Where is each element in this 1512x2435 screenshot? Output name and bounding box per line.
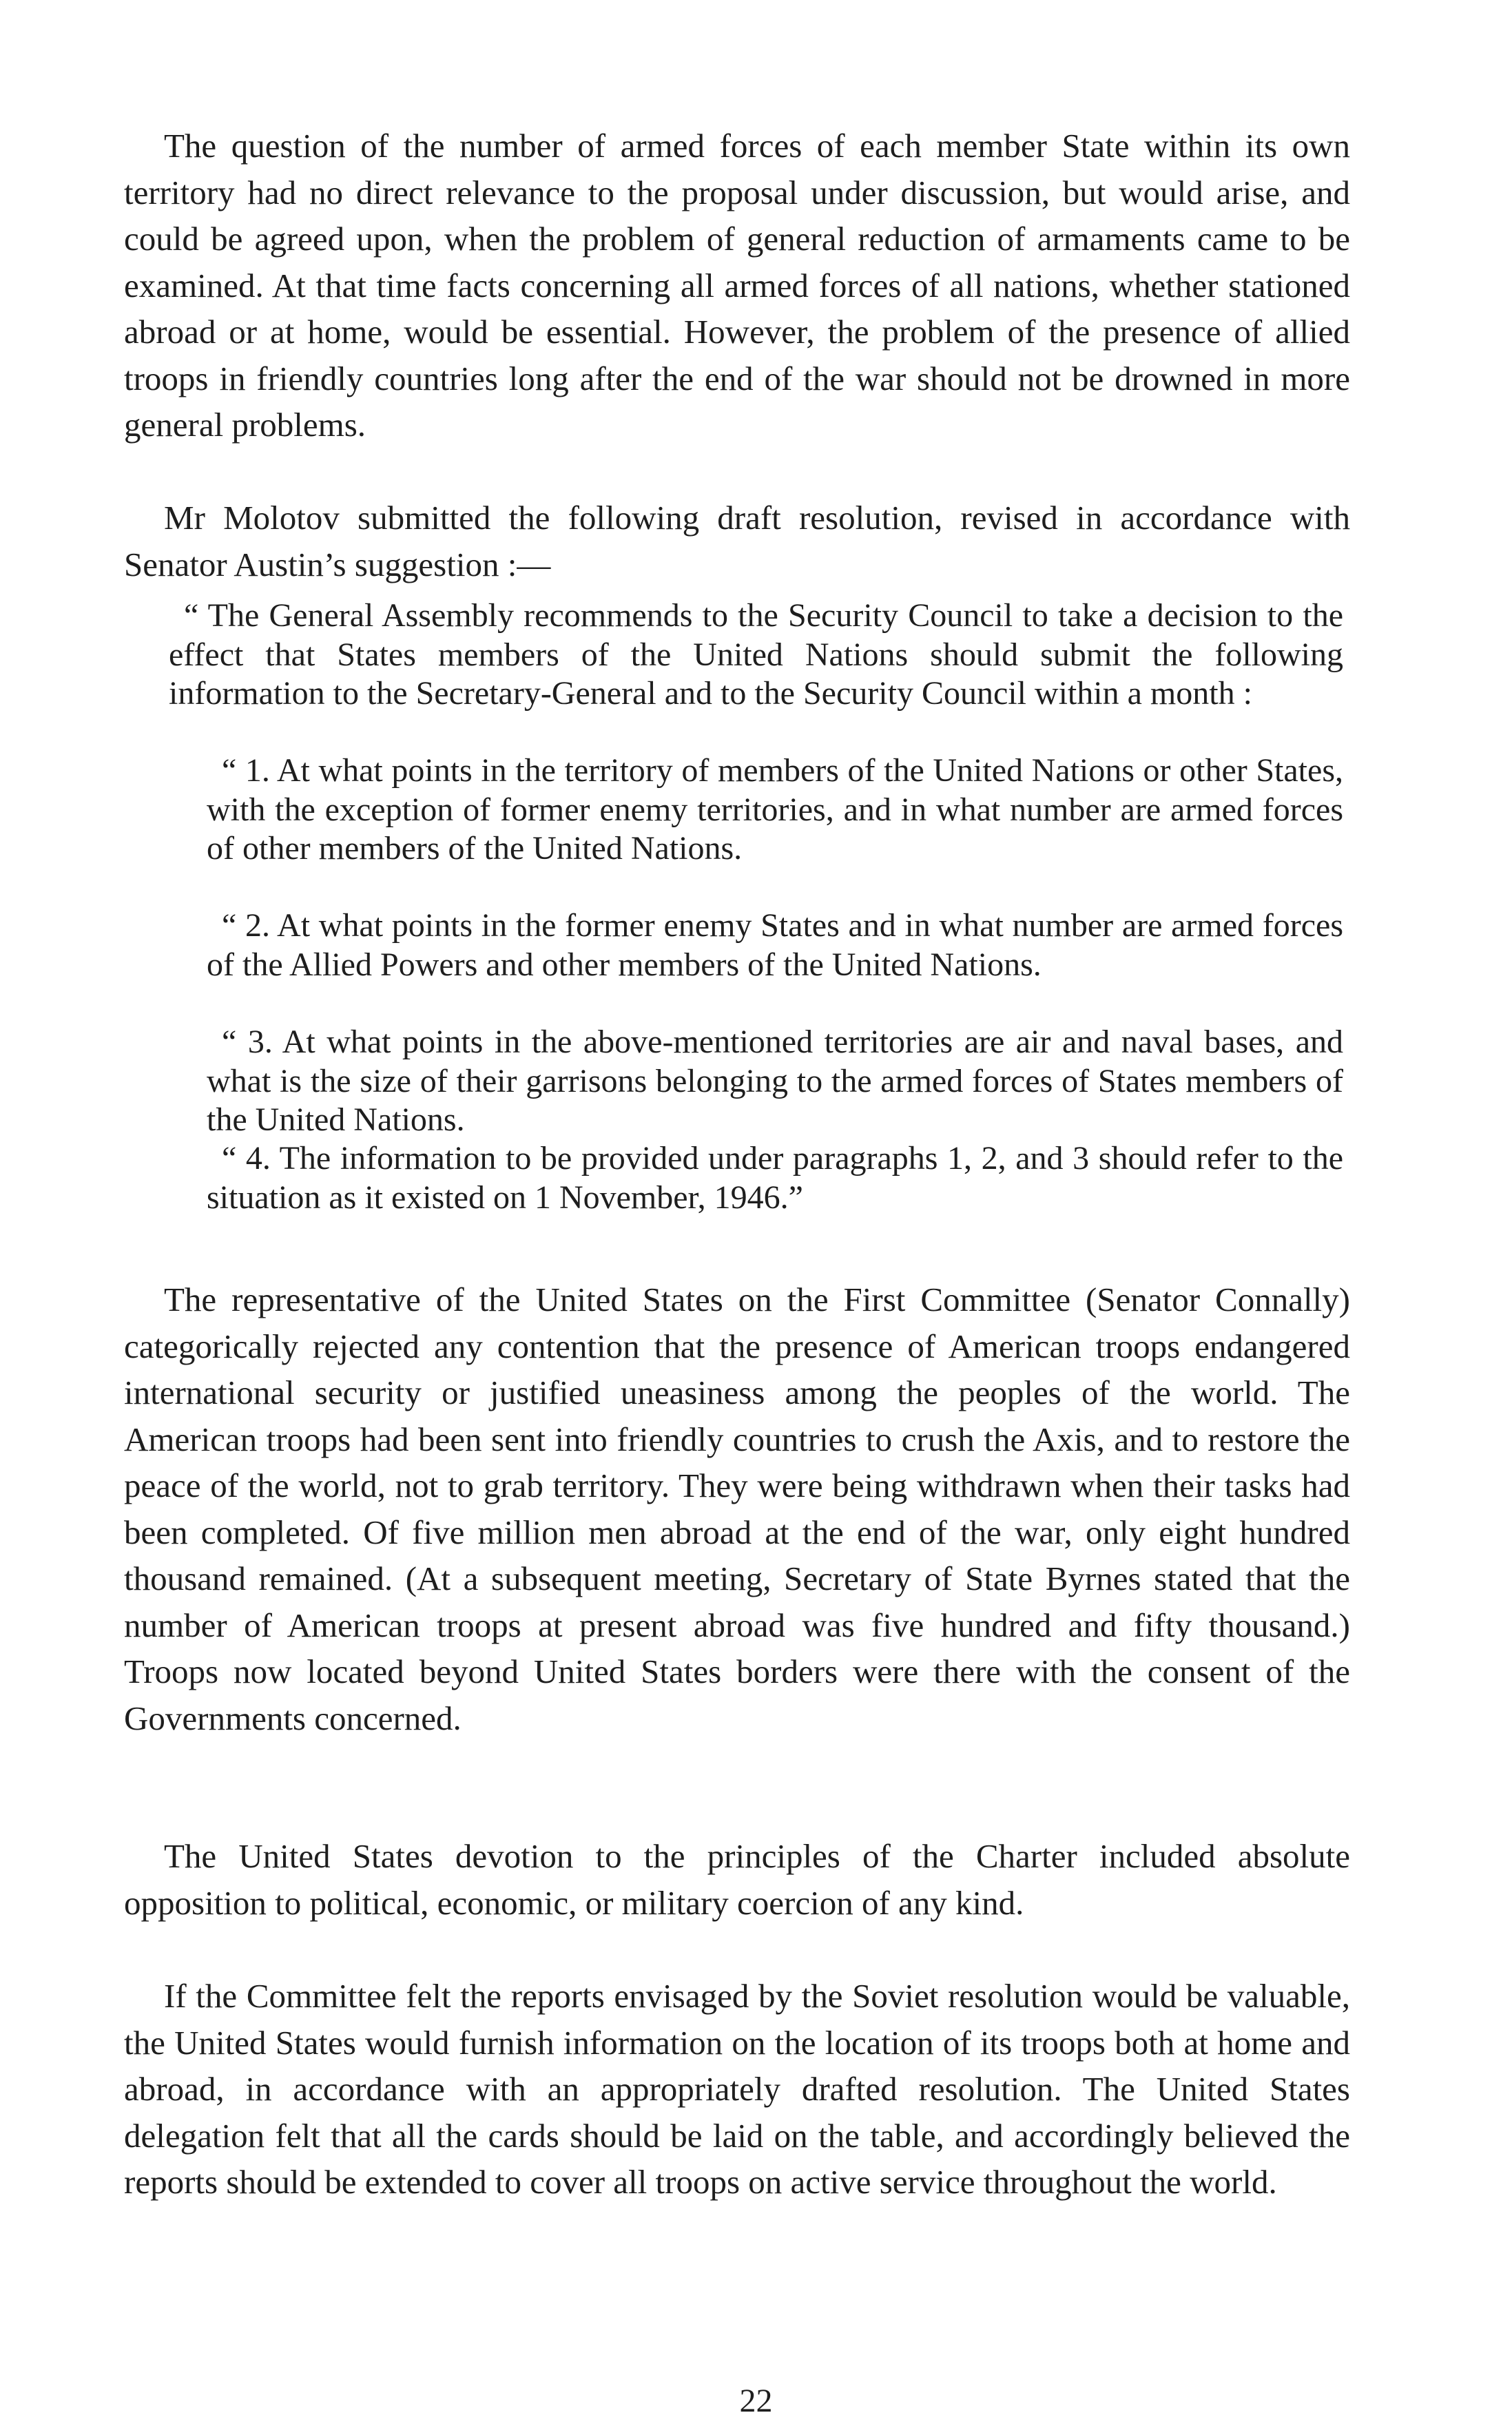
resolution-item-4: “ 4. The information to be provided under paragraphs 1, 2, and 3 should refer to the situation as it existed on 1 November, 1946.” [207,1140,1343,1216]
paragraph-committee-reports: If the Committee felt the reports envisaged by the Soviet resolution would be valuable, the United States would furnish information on the location of its troops both at home and abroad, in accordance with an appropriately drafted resolution. The United States delegation felt that all the cards should be laid on the table, and accordingly believed the reports should be extended to cover all troops on active service throughout the world. [124,1977,1350,2201]
paragraph-armed-forces-question: The question of the number of armed forces of each member State within its own territory had no direct relevance to the proposal under discussion, but would arise, and could be agreed upon, when the problem of general reduction of armaments came to be examined. At that time facts concerning all armed forces of all nations, whether stationed abroad or at home, would be essential. However, the problem of the presence of allied troops in friendly countries long after the end of the war should not be drowned in more general problems. [124,127,1350,444]
resolution-item-3: “ 3. At what points in the above-mentioned territories are air and naval bases, and what is the size of their garrisons belonging to the armed forces of States members of the United Nations. [207,1024,1343,1138]
resolution-item-1: “ 1. At what points in the territory of members of the United Nations or other States, with the exception of former enemy territories, and in what number are armed forces of other members of the United Nations. [207,752,1343,867]
resolution-intro: “ The General Assembly recommends to the Security Council to take a decision to the effect that States members of the United Nations should submit the following information to the Secretary-General and to the Security Council within a month : [169,597,1343,712]
page-number: 22 [739,2383,773,2419]
paragraph-senator-connally: The representative of the United States on the First Committee (Senator Connally) categorically rejected any contention that the presence of American troops endangered international security or justified uneasiness among the peoples of the world. The American troops had been sent into friendly countries to crush the Axis, and to restore the peace of the world, not to grab territory. They were being withdrawn when their tasks had been completed. Of five million men abroad at the end of the war, only eight hundred thousand remained. (At a subsequent meeting, Secretary of State Byrnes stated that the number of American troops at present abroad was five hundred and fifty thousand.) Troops now located beyond United States borders were there with the consent of the Governments concerned. [124,1281,1350,1737]
resolution-item-2: “ 2. At what points in the former enemy States and in what number are armed forces of the Allied Powers and other members of the United Nations. [207,907,1343,983]
paragraph-molotov-draft: Mr Molotov submitted the following draft resolution, revised in accordance with Senator Austin’s suggestion :— [124,499,1350,583]
paragraph-charter-devotion: The United States devotion to the principles of the Charter included absolute opposition to political, economic, or military coercion of any kind. [124,1837,1350,1922]
